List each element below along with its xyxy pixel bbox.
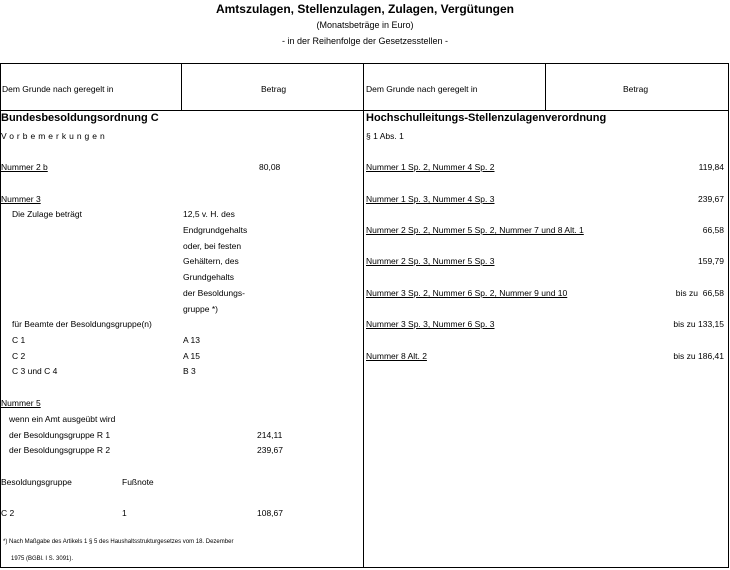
right-header-grund: Dem Grunde nach geregelt in [366, 84, 478, 94]
r-group-name: der Besoldungsgruppe R 2 [9, 445, 111, 455]
nr2b-link[interactable]: Nummer 2 b [1, 162, 48, 172]
r-group-value: 239,67 [257, 445, 283, 455]
c2-footnote: 1 [122, 508, 127, 518]
nr3-link[interactable]: Nummer 3 [1, 194, 41, 204]
r-group-name: der Besoldungsgruppe R 1 [9, 430, 111, 440]
right-row-value: 239,67 [698, 194, 724, 204]
header-divider [0, 110, 729, 111]
right-row-link[interactable]: Nummer 1 Sp. 2, Nummer 4 Sp. 2 [366, 162, 495, 172]
right-row-link[interactable]: Nummer 3 Sp. 2, Nummer 6 Sp. 2, Nummer 9 und 10 [366, 288, 568, 298]
right-row-value: bis zu 66,58 [675, 288, 724, 298]
group-value: A 15 [183, 351, 201, 361]
right-row-value: bis zu 186,41 [673, 351, 724, 361]
right-row-link[interactable]: Nummer 2 Sp. 2, Nummer 5 Sp. 2, Nummer 7 und 8 Alt. 1 [366, 225, 584, 235]
footnote-text: 1975 (BGBl. I S. 3091). [11, 556, 74, 562]
right-row-value: 66,58 [702, 225, 724, 235]
right-heading: Hochschulleitungs-Stellenzulagenverordnung [366, 112, 607, 124]
left-header-divider [181, 63, 182, 110]
group-name: C 3 und C 4 [12, 366, 58, 376]
nr5-link[interactable]: Nummer 5 [1, 398, 41, 408]
vorbemerkungen-label: Vorbemerkungen [1, 131, 108, 141]
nr2b-value: 80,08 [259, 162, 281, 172]
c2-name: C 2 [1, 508, 15, 518]
group-name: C 1 [12, 335, 26, 345]
amt-label: wenn ein Amt ausgeübt wird [9, 414, 116, 424]
r-group-value: 214,11 [257, 430, 283, 440]
zulage-line: Gehältern, des [183, 256, 239, 266]
fussnote-label: Fußnote [122, 477, 154, 487]
page-subtitle-unit: (Monatsbeträge in Euro) [316, 20, 414, 30]
zulage-line: oder, bei festen [183, 241, 242, 251]
zulage-line: gruppe *) [183, 304, 218, 314]
group-value: B 3 [183, 366, 196, 376]
zulage-line: der Besoldungs- [183, 288, 245, 298]
right-row-value: 119,84 [698, 162, 724, 172]
footnote-text: *) Nach Maßgabe des Artikels 1 § 5 des Haushaltsstrukturgesetzes vom 18. Dezember [3, 539, 234, 545]
right-row-value: bis zu 133,15 [673, 319, 724, 329]
zulage-line: Endgrundgehalts [183, 225, 248, 235]
page-title: Amtszulagen, Stellenzulagen, Zulagen, Vergütungen [215, 2, 515, 16]
group-name: C 2 [12, 351, 26, 361]
table-frame [0, 63, 729, 568]
section-label: § 1 Abs. 1 [366, 131, 404, 141]
c2-value: 108,67 [257, 508, 283, 518]
zulage-line: Grundgehalts [183, 272, 235, 282]
zulage-line: 12,5 v. H. des [183, 209, 235, 219]
right-row-link[interactable]: Nummer 8 Alt. 2 [366, 351, 427, 361]
right-header-divider [545, 63, 546, 110]
right-row-link[interactable]: Nummer 3 Sp. 3, Nummer 6 Sp. 3 [366, 319, 495, 329]
left-heading: Bundesbesoldungsordnung C [1, 112, 159, 124]
beamte-label: für Beamte der Besoldungsgruppe(n) [12, 319, 152, 329]
group-value: A 13 [183, 335, 201, 345]
right-row-link[interactable]: Nummer 1 Sp. 3, Nummer 4 Sp. 3 [366, 194, 495, 204]
besoldungsgruppe-label: Besoldungsgruppe [1, 477, 72, 487]
right-row-value: 159,79 [698, 256, 724, 266]
left-header-betrag: Betrag [261, 84, 287, 94]
page-subtitle-order: - in der Reihenfolge der Gesetzesstellen - [281, 36, 449, 46]
right-header-betrag: Betrag [623, 84, 649, 94]
column-divider [363, 63, 364, 568]
right-row-link[interactable]: Nummer 2 Sp. 3, Nummer 5 Sp. 3 [366, 256, 495, 266]
zulage-label: Die Zulage beträgt [12, 209, 82, 219]
left-header-grund: Dem Grunde nach geregelt in [2, 84, 114, 94]
